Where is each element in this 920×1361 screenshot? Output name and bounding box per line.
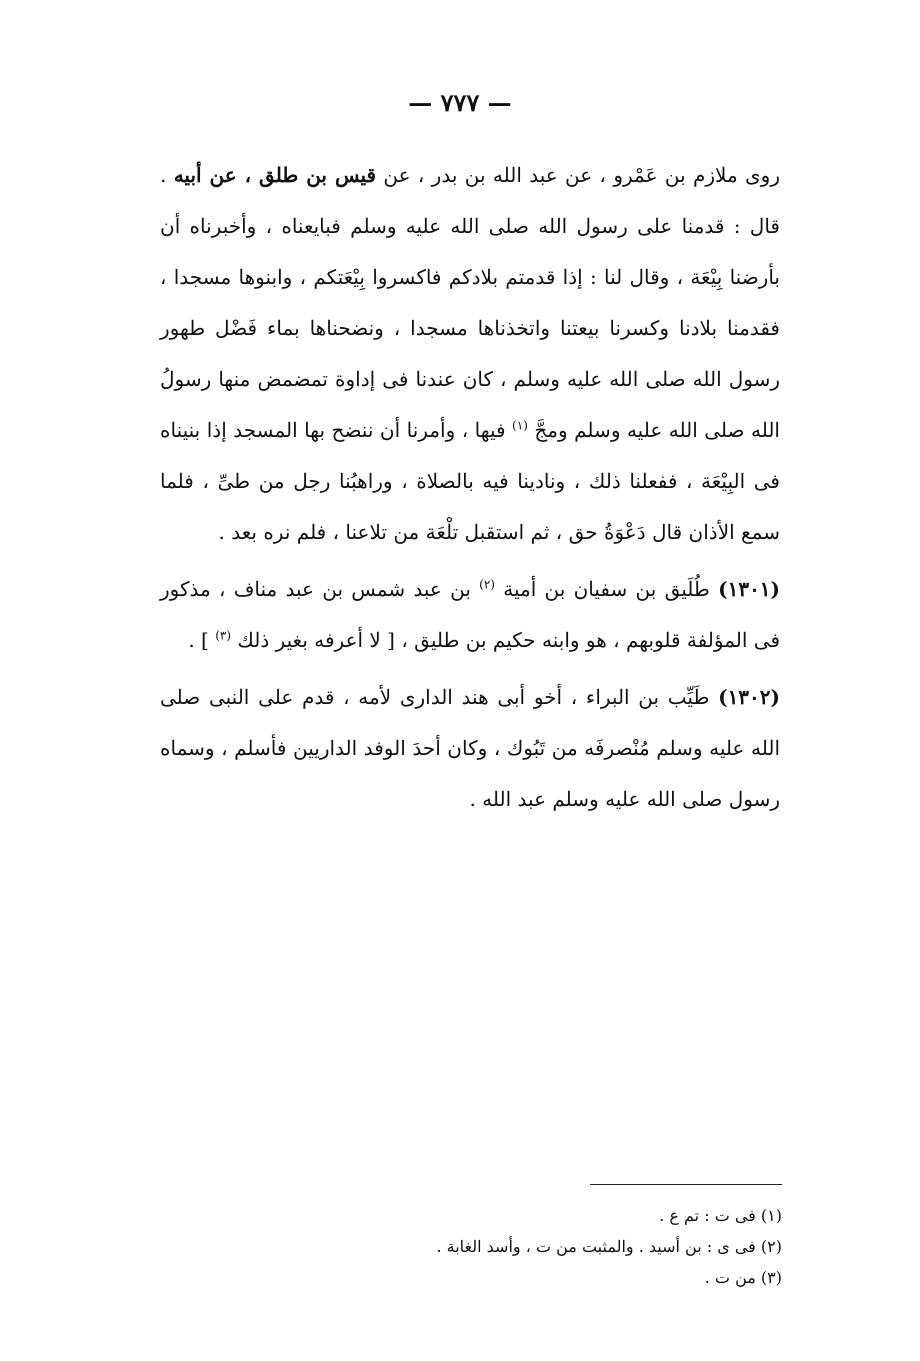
footnote-divider	[590, 1184, 782, 1185]
entry-1301-text-1: طُلَيق بن سفيان بن أمية	[503, 577, 719, 601]
page-number: — ٧٧٧ —	[408, 88, 512, 117]
entry-1302-text: طَيِّب بن البراء ، أخو أبى هند الدارى لأمه ، قدم على النبى صلى الله عليه وسلم مُنْصرفَه من تَبُوك ، وكان أحدَ الوفد الداريين فأسلم ، وسماه رسول صلى الله عليه وسلم عبد الله .	[160, 685, 780, 811]
entry-1301-text-2: بن عبد شمس بن عبد مناف ، مذكور فى المؤلفة قلوبهم ، هو وابنه حكيم بن طليق ، [ لا أعرفه بغير ذلك	[160, 577, 780, 652]
paragraph-entry-1302	[160, 672, 780, 825]
footnote-2: (٢) فى ى : بن أسيد . والمثبت من ت ، وأسد الغابة .	[436, 1237, 782, 1256]
entry-number-1301: (١٣٠١)	[718, 577, 781, 601]
paragraph-entry-1301	[160, 564, 780, 666]
paragraph-intro	[160, 150, 780, 558]
intro-bold-name: قيس بن طلق ، عن أبيه	[173, 163, 377, 187]
footnote-1: (١) فى ت : تم ع .	[659, 1206, 782, 1225]
entry-1301-text-3: ] .	[188, 628, 216, 652]
intro-text-1: روى ملازم بن عَمْرو ، عن عبد الله بن بدر ، عن	[376, 163, 780, 187]
intro-text-3: فيها ، وأمرنا أن ننضح بها المسجد إذا بنيناه فى البِيْعَة ، ففعلنا ذلك ، ونادينا فيه بالصلاة ، وراهبُنا رجل من طىِّ ، فلما سمع الأذان قال دَعْوَةُ حق ، ثم استقبل تلْعَة من تلاعنا ، فلم نره بعد .	[160, 418, 780, 544]
main-text	[160, 150, 780, 825]
footnotes	[300, 1200, 782, 1293]
footnote-3: (٣) من ت .	[704, 1268, 782, 1287]
intro-text-2: . قال : قدمنا على رسول الله صلى الله عليه وسلم فبايعناه ، وأخبرناه أن بأرضنا بِيْعَة ، وقال لنا : إذا قدمتم بلادكم فاكسروا بِيْعَتكم ، وابنوها مسجدا ، فقدمنا بلادنا وكسرنا بيعتنا واتخذناها مسجدا ، ونضحناها بماء فَضْل طهور رسول الله صلى الله عليه وسلم ، كان عندنا فى إداوة تمضمض منها رسولُ الله صلى الله عليه وسلم ومجَّ	[160, 163, 780, 442]
footnote-ref-2: (٢)	[479, 577, 495, 592]
entry-number-1302: (١٣٠٢)	[718, 685, 780, 709]
footnote-ref-1: (١)	[512, 418, 528, 433]
footnote-ref-3: (٣)	[215, 628, 232, 643]
